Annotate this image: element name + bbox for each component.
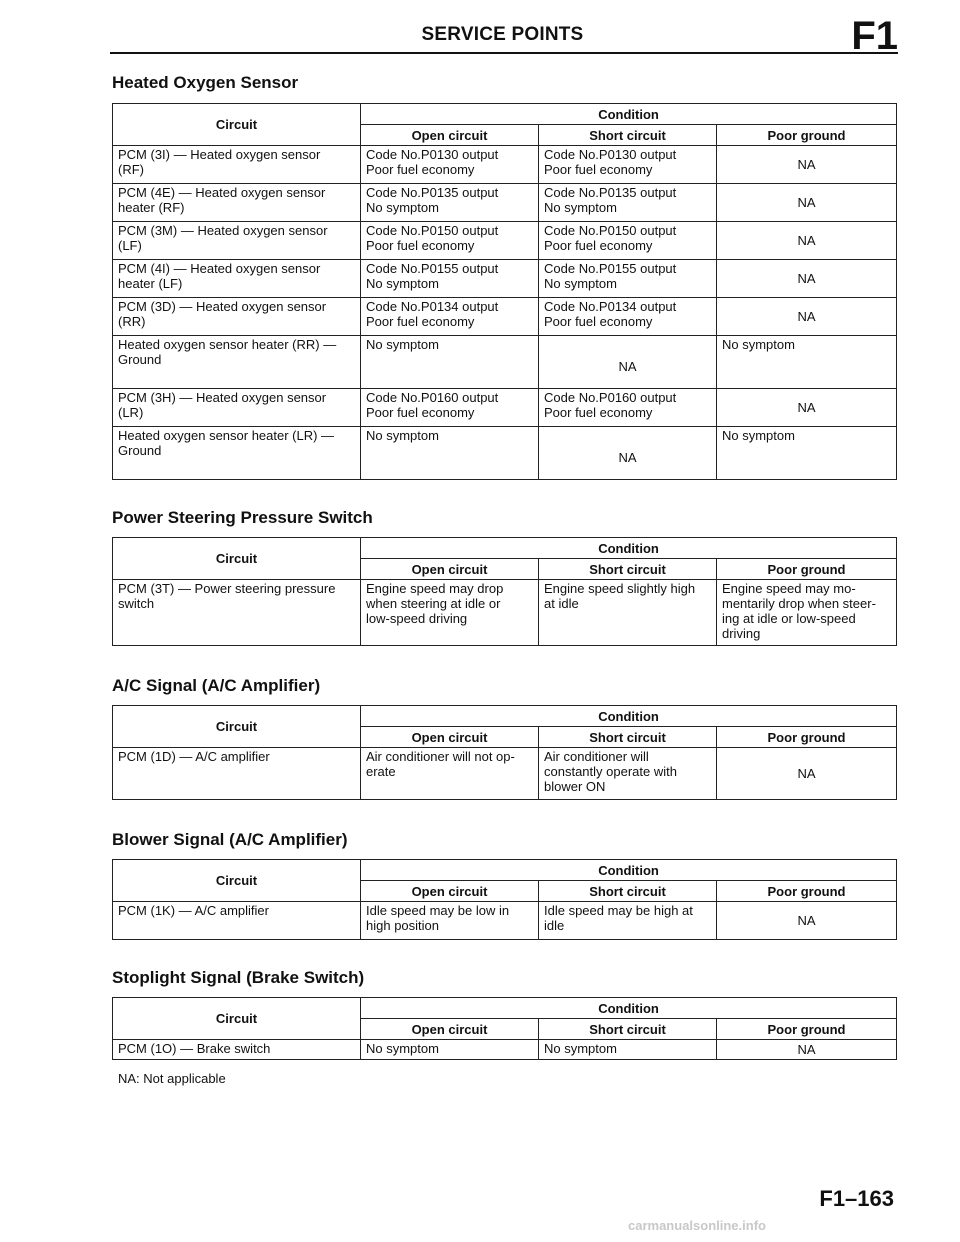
circuit-cell: PCM (1K) — A/C amplifier <box>113 902 361 940</box>
section-title-ac-signal: A/C Signal (A/C Amplifier) <box>112 676 321 695</box>
blower-signal-table <box>112 859 897 940</box>
circuit-column-header: Circuit <box>113 104 361 146</box>
open-circuit-column-header: Open circuit <box>361 559 539 580</box>
circuit-column-header: Circuit <box>113 860 361 902</box>
poor-ground-cell: NA <box>717 222 897 260</box>
page-title: SERVICE POINTS <box>421 24 584 45</box>
table-row <box>113 184 897 222</box>
table-row <box>113 580 897 646</box>
circuit-cell: Heated oxygen sensor heater (RR) — Ground <box>113 336 361 389</box>
open-circuit-column-header: Open circuit <box>361 1019 539 1040</box>
table-row <box>113 222 897 260</box>
open-circuit-column-header: Open circuit <box>361 881 539 902</box>
stoplight-signal-table <box>112 997 897 1060</box>
short-circuit-cell: NA <box>539 427 717 480</box>
condition-column-header: Condition <box>361 706 897 727</box>
table-row <box>113 389 897 427</box>
open-circuit-column-header: Open circuit <box>361 727 539 748</box>
open-circuit-cell: Code No.P0135 output No symptom <box>361 184 539 222</box>
footnote: NA: Not applicable <box>118 1071 226 1086</box>
condition-column-header: Condition <box>361 998 897 1019</box>
poor-ground-cell: NA <box>717 260 897 298</box>
short-circuit-cell: Code No.P0155 output No symptom <box>539 260 717 298</box>
poor-ground-column-header: Poor ground <box>717 559 897 580</box>
table-row <box>113 1040 897 1060</box>
condition-column-header: Condition <box>361 104 897 125</box>
circuit-cell: PCM (4E) — Heated oxygen sensor heater (RF) <box>113 184 361 222</box>
circuit-cell: PCM (1D) — A/C amplifier <box>113 748 361 800</box>
poor-ground-cell: No symptom <box>717 427 897 480</box>
open-circuit-cell: Code No.P0134 output Poor fuel economy <box>361 298 539 336</box>
poor-ground-column-header: Poor ground <box>717 727 897 748</box>
open-circuit-cell: Code No.P0130 output Poor fuel economy <box>361 146 539 184</box>
condition-column-header: Condition <box>361 860 897 881</box>
ac-signal-table <box>112 705 897 800</box>
poor-ground-cell: NA <box>717 902 897 940</box>
short-circuit-cell: No symptom <box>539 1040 717 1060</box>
open-circuit-cell: Idle speed may be low in high position <box>361 902 539 940</box>
watermark: carmanualsonline.info <box>628 1218 766 1233</box>
open-circuit-cell: Engine speed may drop when steering at idle or low-speed driving <box>361 580 539 646</box>
poor-ground-column-header: Poor ground <box>717 1019 897 1040</box>
poor-ground-cell: NA <box>717 748 897 800</box>
heated-oxygen-sensor-table <box>112 103 897 480</box>
short-circuit-column-header: Short circuit <box>539 727 717 748</box>
open-circuit-cell: Code No.P0160 output Poor fuel economy <box>361 389 539 427</box>
section-title-stoplight-signal: Stoplight Signal (Brake Switch) <box>112 968 365 987</box>
open-circuit-cell: Code No.P0150 output Poor fuel economy <box>361 222 539 260</box>
condition-column-header: Condition <box>361 538 897 559</box>
short-circuit-cell: Engine speed slightly high at idle <box>539 580 717 646</box>
section-title-blower-signal: Blower Signal (A/C Amplifier) <box>112 830 348 849</box>
table-row <box>113 748 897 800</box>
open-circuit-cell: Code No.P0155 output No symptom <box>361 260 539 298</box>
poor-ground-cell: NA <box>717 146 897 184</box>
circuit-column-header: Circuit <box>113 998 361 1040</box>
short-circuit-cell: Code No.P0160 output Poor fuel economy <box>539 389 717 427</box>
open-circuit-column-header: Open circuit <box>361 125 539 146</box>
short-circuit-cell: Code No.P0135 output No symptom <box>539 184 717 222</box>
short-circuit-cell: NA <box>539 336 717 389</box>
short-circuit-cell: Idle speed may be high at idle <box>539 902 717 940</box>
table-row <box>113 902 897 940</box>
poor-ground-column-header: Poor ground <box>717 125 897 146</box>
table-row <box>113 146 897 184</box>
short-circuit-column-header: Short circuit <box>539 1019 717 1040</box>
table-row <box>113 427 897 480</box>
short-circuit-cell: Code No.P0130 output Poor fuel economy <box>539 146 717 184</box>
poor-ground-cell: NA <box>717 1040 897 1060</box>
poor-ground-cell: Engine speed may mo- mentarily drop when steer- ing at idle or low-speed driving <box>717 580 897 646</box>
short-circuit-column-header: Short circuit <box>539 125 717 146</box>
short-circuit-cell: Code No.P0134 output Poor fuel economy <box>539 298 717 336</box>
page-number: F1–163 <box>819 1186 894 1211</box>
circuit-cell: PCM (3T) — Power steering pressure switch <box>113 580 361 646</box>
short-circuit-cell: Code No.P0150 output Poor fuel economy <box>539 222 717 260</box>
short-circuit-cell: Air conditioner will constantly operate with blower ON <box>539 748 717 800</box>
power-steering-pressure-switch-table <box>112 537 897 646</box>
circuit-column-header: Circuit <box>113 706 361 748</box>
section-code: F1 <box>851 14 898 58</box>
table-row <box>113 336 897 389</box>
short-circuit-column-header: Short circuit <box>539 881 717 902</box>
open-circuit-cell: No symptom <box>361 427 539 480</box>
circuit-cell: Heated oxygen sensor heater (LR) — Ground <box>113 427 361 480</box>
short-circuit-column-header: Short circuit <box>539 559 717 580</box>
poor-ground-cell: No symptom <box>717 336 897 389</box>
poor-ground-cell: NA <box>717 298 897 336</box>
circuit-column-header: Circuit <box>113 538 361 580</box>
poor-ground-column-header: Poor ground <box>717 881 897 902</box>
open-circuit-cell: No symptom <box>361 1040 539 1060</box>
section-title-power-steering-pressure-switch: Power Steering Pressure Switch <box>112 508 373 527</box>
circuit-cell: PCM (1O) — Brake switch <box>113 1040 361 1060</box>
table-row <box>113 260 897 298</box>
header-divider <box>110 52 898 54</box>
section-title-heated-oxygen-sensor: Heated Oxygen Sensor <box>112 73 299 92</box>
circuit-cell: PCM (3M) — Heated oxygen sensor (LF) <box>113 222 361 260</box>
circuit-cell: PCM (3I) — Heated oxygen sensor (RF) <box>113 146 361 184</box>
poor-ground-cell: NA <box>717 184 897 222</box>
circuit-cell: PCM (3D) — Heated oxygen sensor (RR) <box>113 298 361 336</box>
circuit-cell: PCM (4I) — Heated oxygen sensor heater (LF) <box>113 260 361 298</box>
table-row <box>113 298 897 336</box>
circuit-cell: PCM (3H) — Heated oxygen sensor (LR) <box>113 389 361 427</box>
open-circuit-cell: Air conditioner will not op- erate <box>361 748 539 800</box>
poor-ground-cell: NA <box>717 389 897 427</box>
open-circuit-cell: No symptom <box>361 336 539 389</box>
